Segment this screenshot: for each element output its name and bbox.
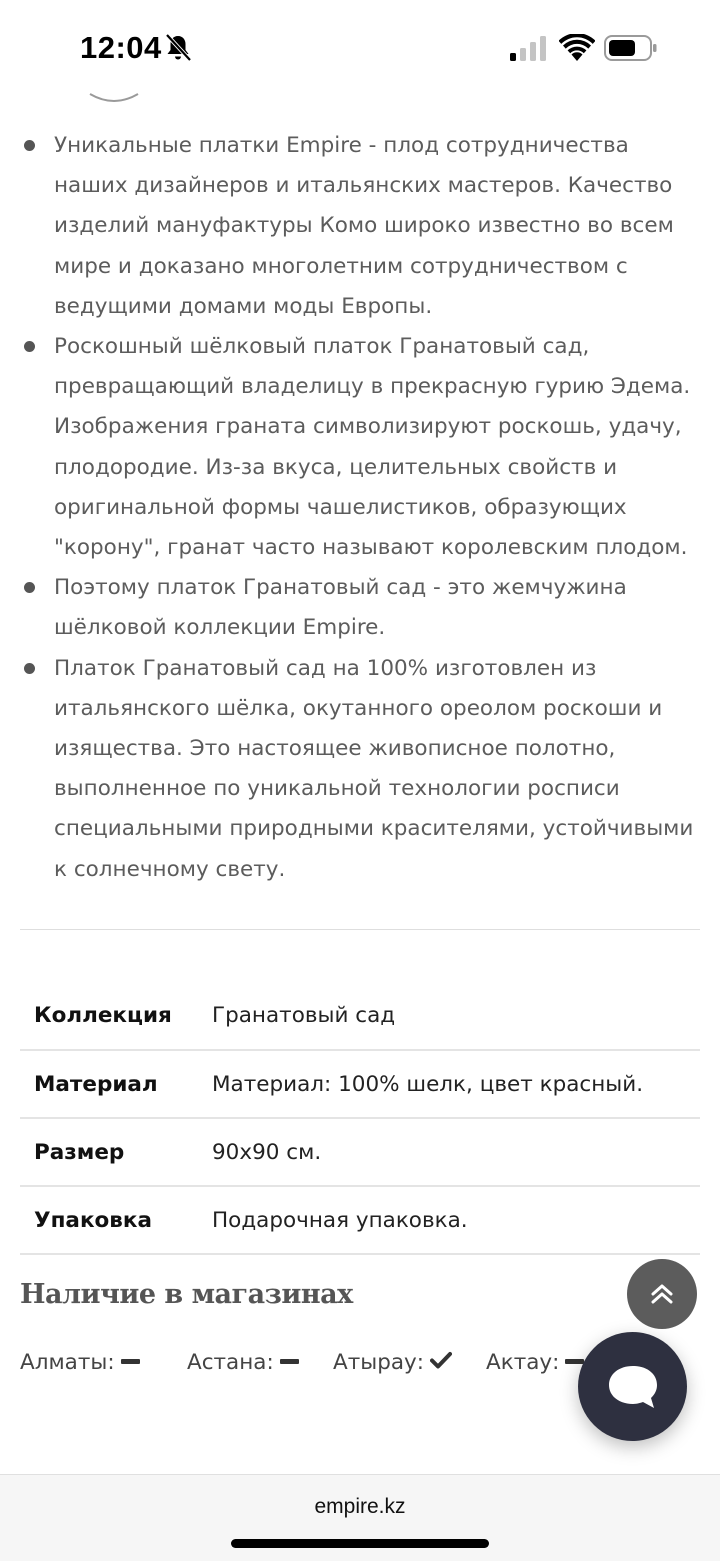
chat-button[interactable] [578,1332,687,1441]
description-list [0,126,720,890]
bullet-icon [24,140,35,151]
cellular-signal-icon [509,36,549,62]
description-item [0,649,720,890]
store-name: Атырау: [333,1350,424,1375]
bullet-icon [24,663,35,674]
bullet-icon [24,582,35,593]
attribute-value: Гранатовый сад [212,982,700,1050]
battery-icon [604,35,658,61]
checkmark-icon [430,1351,452,1369]
product-attributes-table [20,982,700,1255]
table-row [20,1186,700,1254]
store-atyrau [333,1350,452,1375]
chat-bubble-icon [606,1363,660,1411]
bell-slash-icon [164,33,192,63]
dash-icon [280,1359,299,1364]
home-indicator[interactable] [231,1539,489,1548]
attribute-key: Коллекция [20,982,212,1050]
availability-title: Наличие в магазинах [20,1279,353,1310]
scroll-to-top-button[interactable] [627,1259,697,1329]
description-item [0,126,720,327]
attribute-key: Материал [20,1050,212,1118]
table-row [20,982,700,1050]
browser-bottom-bar [0,1474,720,1561]
store-availability-list [20,1350,660,1382]
description-text: Платок Гранатовый сад на 100% изготовлен из итальянского шёлка, окутанного ореолом роскоши и изящества. Это настоящее живописное полотно, выполненное по уникальной технологии росписи специальными природными красителями, устойчивыми к солнечному свету. [54,655,694,882]
table-row [20,1118,700,1186]
store-almaty [20,1350,140,1375]
address-bar-url[interactable]: empire.kz [314,1495,406,1518]
store-astana [187,1350,299,1375]
bullet-icon [24,341,35,352]
description-text: Роскошный шёлковый платок Гранатовый сад, превращающий владелицу в прекрасную гурию Эдема. Изображения граната символизируют роскошь, удачу, плодородие. Из-за вкуса, целительных свойств и оригинальной формы чашелистиков, образующих "корону", гранат часто называют королевским плодом. [54,334,691,561]
page-decoration-arc [88,70,140,104]
status-time: 12:04 [80,30,162,65]
product-description [0,126,720,890]
section-divider [20,929,700,930]
description-text: Поэтому платок Гранатовый сад - это жемчужина шёлковой коллекции Empire. [54,575,627,641]
double-chevron-up-icon [649,1281,675,1307]
description-text: Уникальные платки Empire - плод сотрудничества наших дизайнеров и итальянских мастеров. Качество изделий мануфактуры Комо широко известно во всем мире и доказано многолетним сотрудничеством с ведущими домами моды Европы. [54,133,674,319]
attribute-value: Материал: 100% шелк, цвет красный. [212,1050,700,1118]
description-item [0,568,720,648]
table-row [20,1050,700,1118]
wifi-icon [559,34,595,62]
attribute-key: Размер [20,1118,212,1186]
store-name: Алматы: [20,1350,115,1375]
store-name: Астана: [187,1350,274,1375]
store-name: Актау: [486,1350,560,1375]
attribute-value: 90х90 см. [212,1118,700,1186]
dash-icon [121,1359,140,1364]
store-aktau [486,1350,584,1375]
attribute-value: Подарочная упаковка. [212,1186,700,1254]
dash-icon [565,1359,584,1364]
attribute-key: Упаковка [20,1186,212,1254]
description-item [0,327,720,568]
